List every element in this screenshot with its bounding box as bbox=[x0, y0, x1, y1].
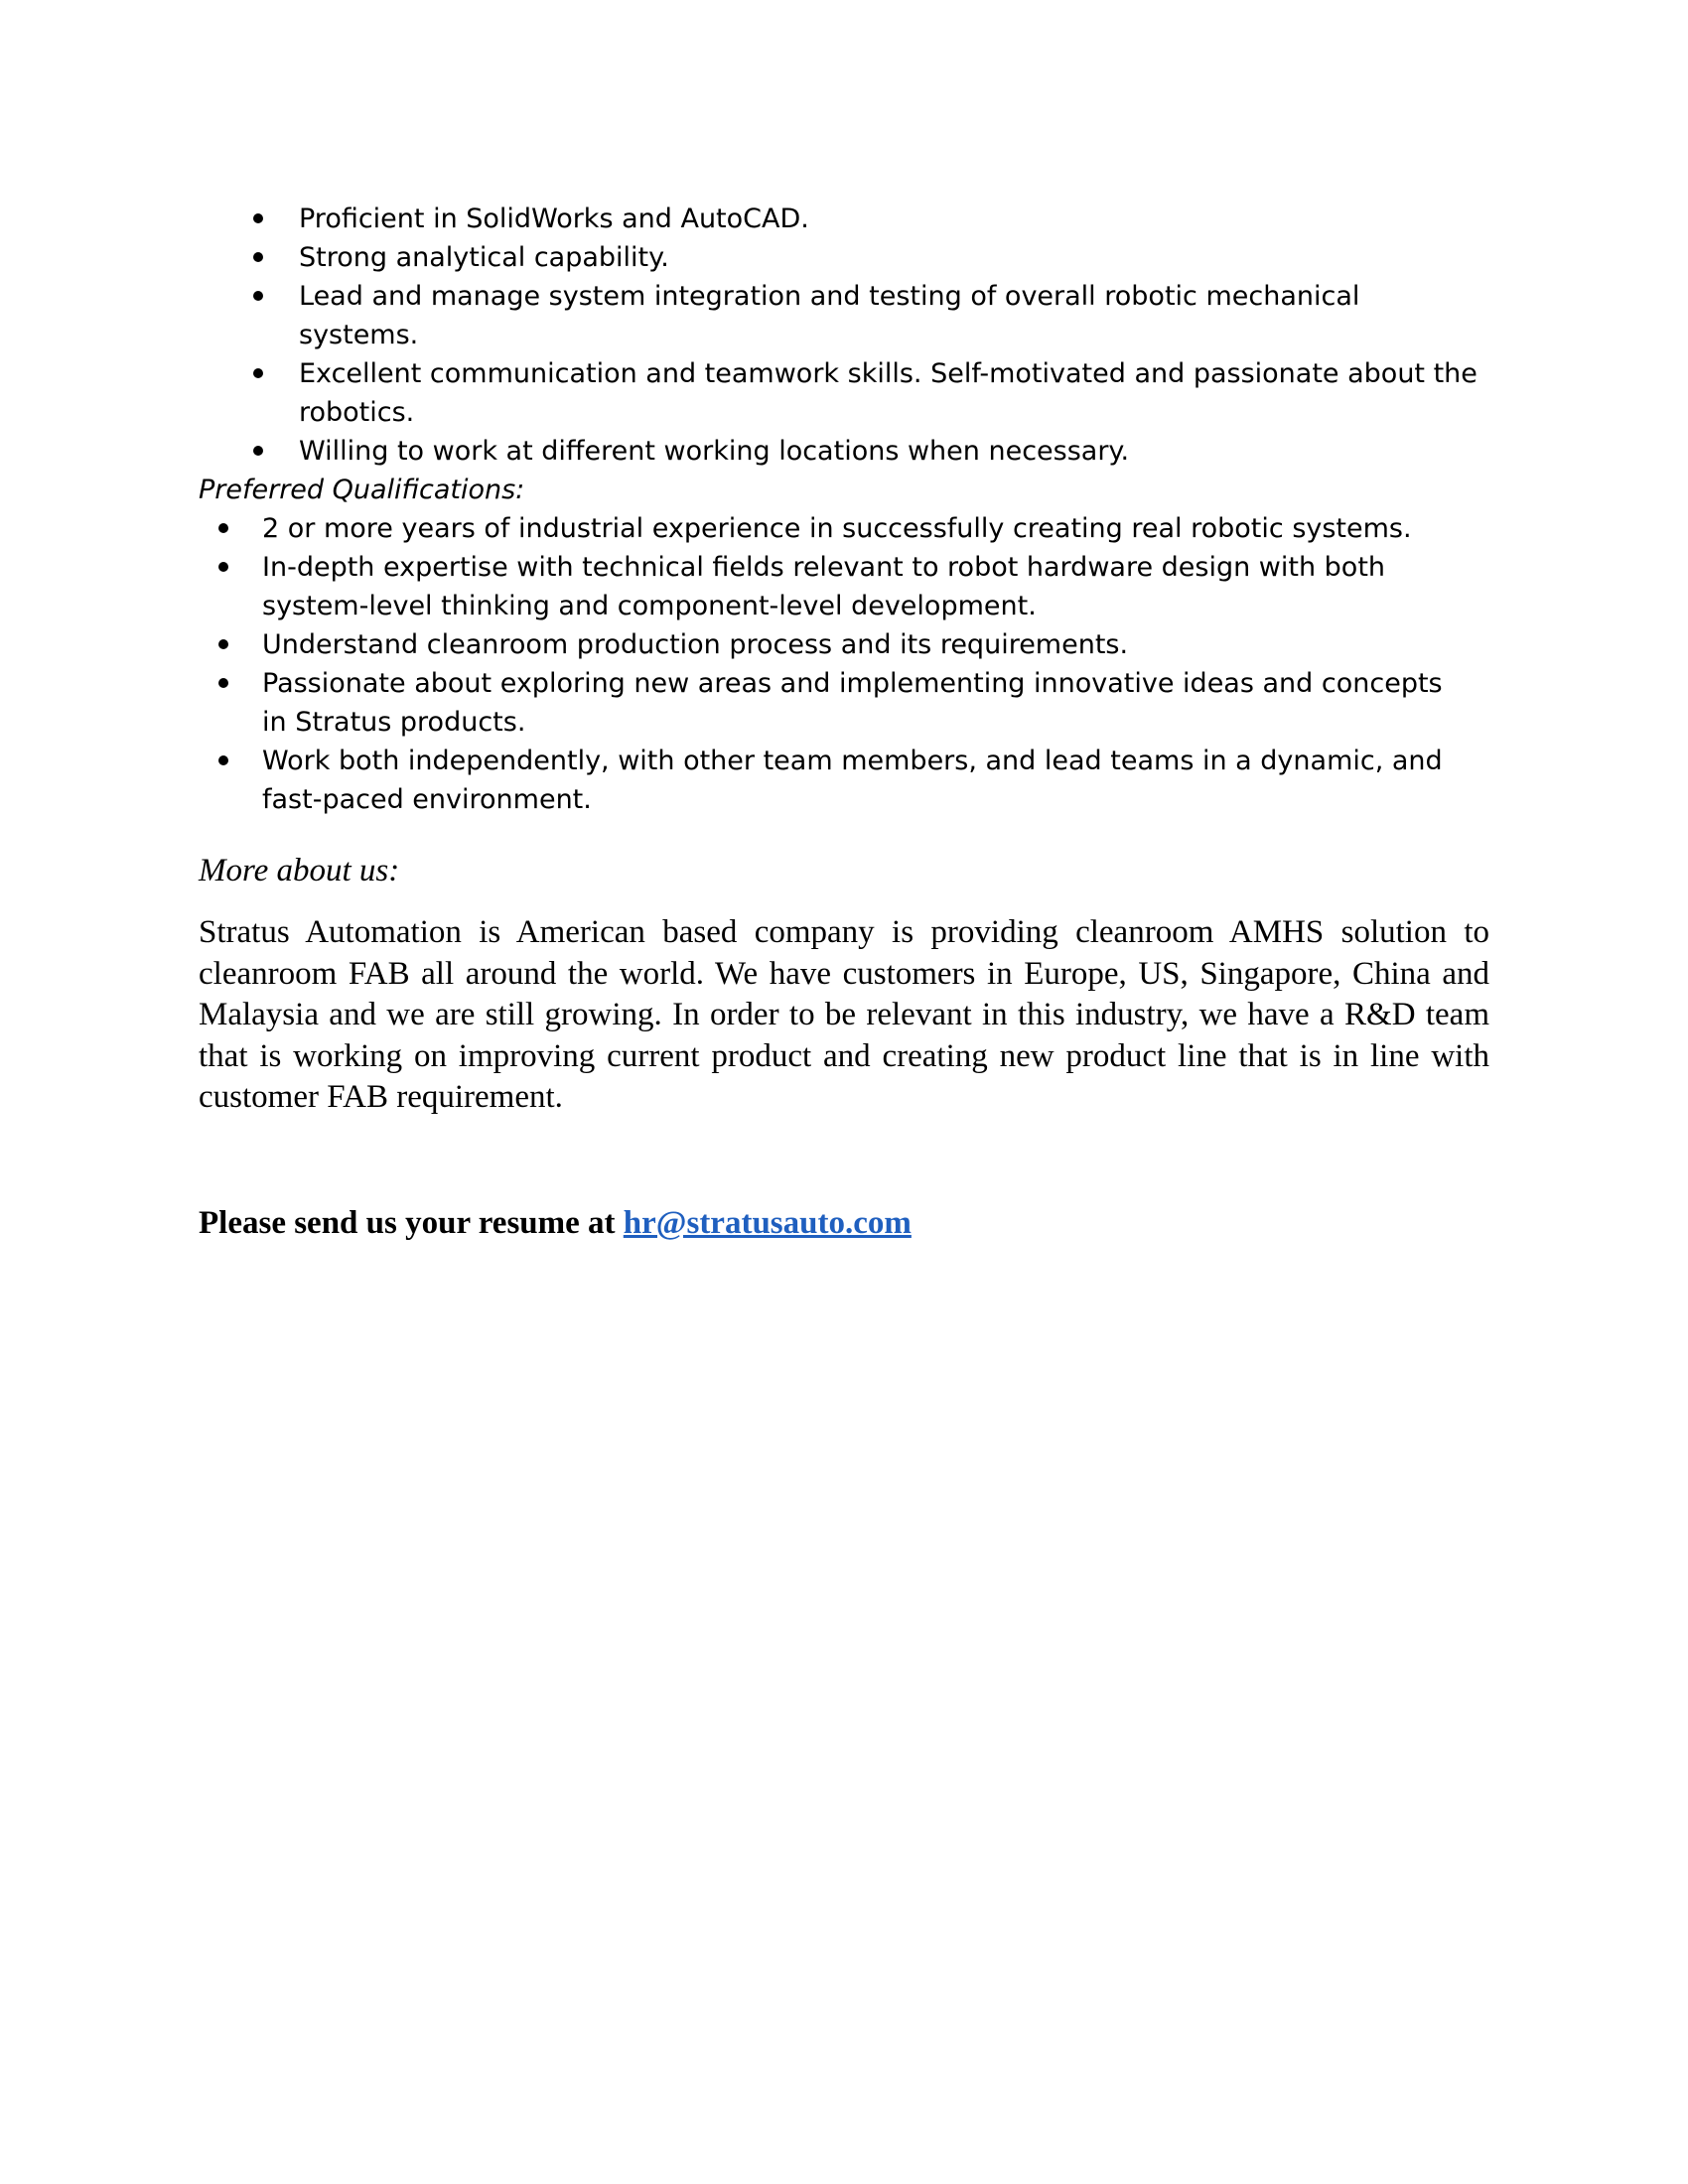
qualification-text: Work both independently, with other team members, and lead teams in a dynamic, and fast-paced environment. bbox=[262, 746, 1443, 815]
list-item bbox=[216, 509, 1448, 548]
bullet-icon bbox=[251, 432, 265, 471]
qualification-text: Passionate about exploring new areas and implementing innovative ideas and concepts in Stratus products. bbox=[262, 668, 1443, 738]
bullet-icon bbox=[251, 200, 265, 238]
list-item bbox=[251, 200, 1482, 238]
qualification-text: Understand cleanroom production process and its requirements. bbox=[262, 629, 1129, 660]
qualification-text: 2 or more years of industrial experience in successfully creating real robotic systems. bbox=[262, 513, 1412, 544]
requirement-text: Lead and manage system integration and testing of overall robotic mechanical systems. bbox=[299, 281, 1360, 350]
bullet-icon bbox=[251, 238, 265, 277]
email-link[interactable]: hr@stratusauto.com bbox=[623, 1205, 912, 1241]
list-item bbox=[216, 742, 1448, 819]
preferred-qualifications-heading: Preferred Qualifications: bbox=[199, 475, 525, 505]
requirement-text: Willing to work at different working locations when necessary. bbox=[299, 436, 1130, 467]
bullet-icon bbox=[216, 742, 230, 780]
bullet-icon bbox=[251, 354, 265, 393]
list-item bbox=[251, 238, 1482, 277]
contact-text: Please send us your resume at bbox=[199, 1205, 624, 1241]
list-item bbox=[216, 548, 1448, 625]
list-item bbox=[251, 432, 1482, 471]
more-about-us-heading: More about us: bbox=[199, 853, 400, 888]
about-paragraph: Stratus Automation is American based company is providing cleanroom AMHS solution to cleanroom FAB all around the world. We have customers in Europe, US, Singapore, China and Malaysia and we are still growing. In order to be relevant in this industry, we have a R&D team that is working on improving current product and creating new product line that is in line with customer FAB requirement. bbox=[199, 914, 1489, 1115]
list-item bbox=[251, 354, 1482, 432]
requirement-text: Strong analytical capability. bbox=[299, 242, 669, 273]
bullet-icon bbox=[216, 509, 230, 548]
preferred-qualifications-list bbox=[216, 509, 1448, 819]
requirements-list bbox=[251, 200, 1482, 471]
bullet-icon bbox=[216, 548, 230, 587]
contact-line bbox=[199, 1203, 912, 1243]
requirement-text: Excellent communication and teamwork skills. Self-motivated and passionate about the robotics. bbox=[299, 358, 1477, 428]
list-item bbox=[216, 625, 1448, 664]
requirement-text: Proficient in SolidWorks and AutoCAD. bbox=[299, 204, 809, 234]
list-item bbox=[251, 277, 1482, 354]
bullet-icon bbox=[251, 277, 265, 316]
bullet-icon bbox=[216, 664, 230, 703]
qualification-text: In-depth expertise with technical fields relevant to robot hardware design with both system-level thinking and component-level development. bbox=[262, 552, 1386, 621]
list-item bbox=[216, 664, 1448, 742]
bullet-icon bbox=[216, 625, 230, 664]
